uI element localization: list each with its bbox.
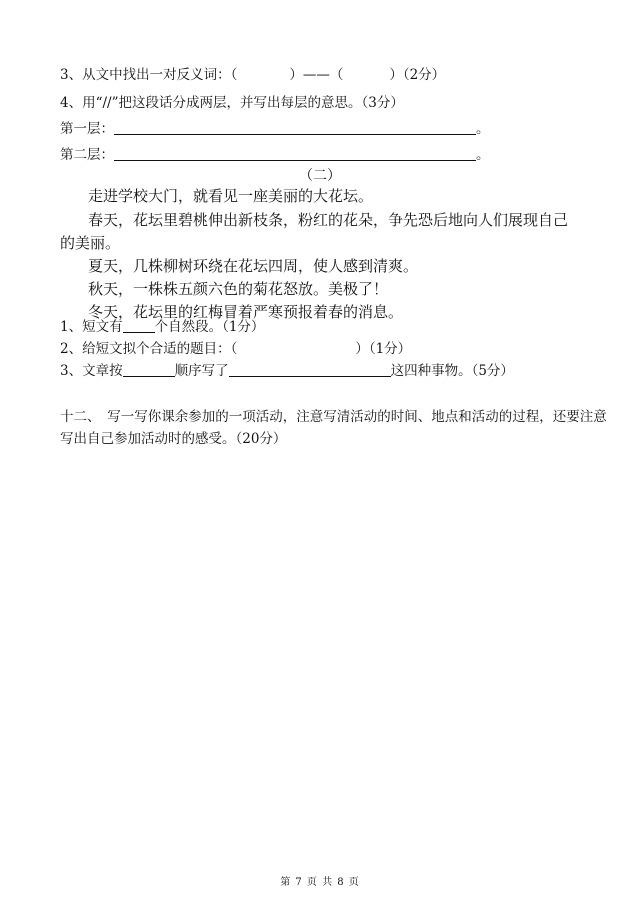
layer-2-end: 。 <box>476 147 490 163</box>
q3-suffix: ）（2分） <box>389 67 446 83</box>
layer-2-label: 第二层： <box>60 147 114 163</box>
layer-1-answer-line[interactable] <box>114 134 476 135</box>
q3-order-answer-line[interactable] <box>123 376 175 377</box>
question-12-line-2: 写出自己参加活动时的感受。（20分） <box>60 431 287 447</box>
q3-mid: ）——（ <box>289 67 344 83</box>
question-1-paragraphs <box>60 318 264 336</box>
question-3-antonyms <box>60 66 445 84</box>
passage-paragraph-5: 冬天，花坛里的红梅冒着严寒预报着春的消息。 <box>88 303 404 321</box>
q1-suffix: 个自然段。（1分） <box>154 319 265 335</box>
passage-paragraph-4: 秋天，一株株五颜六色的菊花怒放。美极了！ <box>88 280 389 298</box>
q2-prefix: 2、给短文拟个合适的题目：（ <box>60 341 238 357</box>
q2-suffix: ）（1分） <box>355 341 412 357</box>
layer-1-label: 第一层： <box>60 121 114 137</box>
q1-prefix: 1、短文有 <box>60 319 123 335</box>
question-2-title <box>60 340 411 358</box>
q3-mid: 顺序写了 <box>174 363 229 379</box>
passage-paragraph-3: 夏天，几株柳树环绕在花坛四周，使人感到清爽。 <box>88 257 419 275</box>
q3-prefix: 3、文章按 <box>60 363 123 379</box>
question-12-line-1: 十二、 写一写你课余参加的一项活动，注意写清活动的时间、地点和活动的过程，还要注意 <box>60 409 607 425</box>
layer-2-row <box>60 146 490 164</box>
layer-1-row <box>60 120 490 138</box>
passage-paragraph-2-cont: 的美丽。 <box>60 234 121 252</box>
page-footer: 第 7 页 共 8 页 <box>280 877 360 888</box>
passage-paragraph-2: 春天，花坛里碧桃伸出新枝条，粉红的花朵，争先恐后地向人们展现自己 <box>88 211 569 229</box>
passage-paragraph-1: 走进学校大门，就看见一座美丽的大花坛。 <box>88 187 374 205</box>
q1-answer-line[interactable] <box>123 332 155 333</box>
layer-2-answer-line[interactable] <box>114 160 476 161</box>
q3-suffix: 这四种事物。（5分） <box>390 363 514 379</box>
layer-1-end: 。 <box>476 121 490 137</box>
q3-things-answer-line[interactable] <box>229 376 391 377</box>
section-title: （二） <box>299 168 341 184</box>
question-3-order <box>60 362 514 380</box>
question-4-layers: 4、用“//”把这段话分成两层，并写出每层的意思。（3分） <box>60 95 404 111</box>
q3-prefix: 3、从文中找出一对反义词：（ <box>60 67 238 83</box>
